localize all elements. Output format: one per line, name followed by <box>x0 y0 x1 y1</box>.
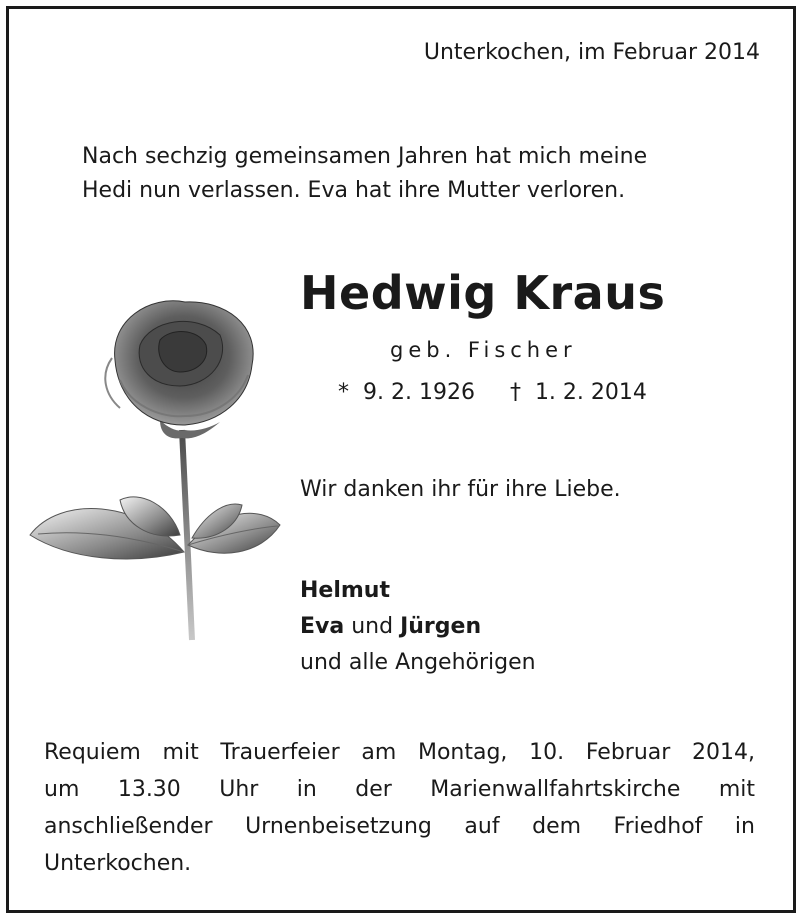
rose-stem <box>182 430 192 640</box>
family-list <box>300 573 536 681</box>
intro-line: Nach sechzig gemeinsamen Jahren hat mich meine <box>82 144 648 169</box>
requiem-line: um 13.30 Uhr in der Marienwallfahrtskirche mit <box>44 777 755 802</box>
family-member: Eva und Jürgen <box>300 614 482 639</box>
requiem-line: anschließender Urnenbeisetzung auf dem Friedhof in <box>44 814 755 839</box>
life-dates <box>338 380 647 405</box>
family-member: und alle Angehörigen <box>300 650 536 675</box>
intro-line: Hedi nun verlassen. Eva hat ihre Mutter verloren. <box>82 178 626 203</box>
intro-text <box>82 140 752 208</box>
requiem-text <box>44 734 755 882</box>
thanks-text: Wir danken ihr für ihre Liebe. <box>300 477 621 502</box>
death-date: 1. 2. 2014 <box>534 380 647 405</box>
requiem-line: Requiem mit Trauerfeier am Montag, 10. Februar 2014, <box>44 740 755 765</box>
place-date: Unterkochen, im Februar 2014 <box>423 40 760 65</box>
death-symbol: † <box>509 380 521 405</box>
birth-symbol: * <box>338 380 349 405</box>
deceased-name: Hedwig Kraus <box>300 266 666 320</box>
rose-image <box>20 290 290 660</box>
maiden-name: geb. Fischer <box>390 338 577 362</box>
birth-date: 9. 2. 1926 <box>363 380 475 405</box>
requiem-line: Unterkochen. <box>44 851 192 876</box>
family-member: Helmut <box>300 578 390 603</box>
